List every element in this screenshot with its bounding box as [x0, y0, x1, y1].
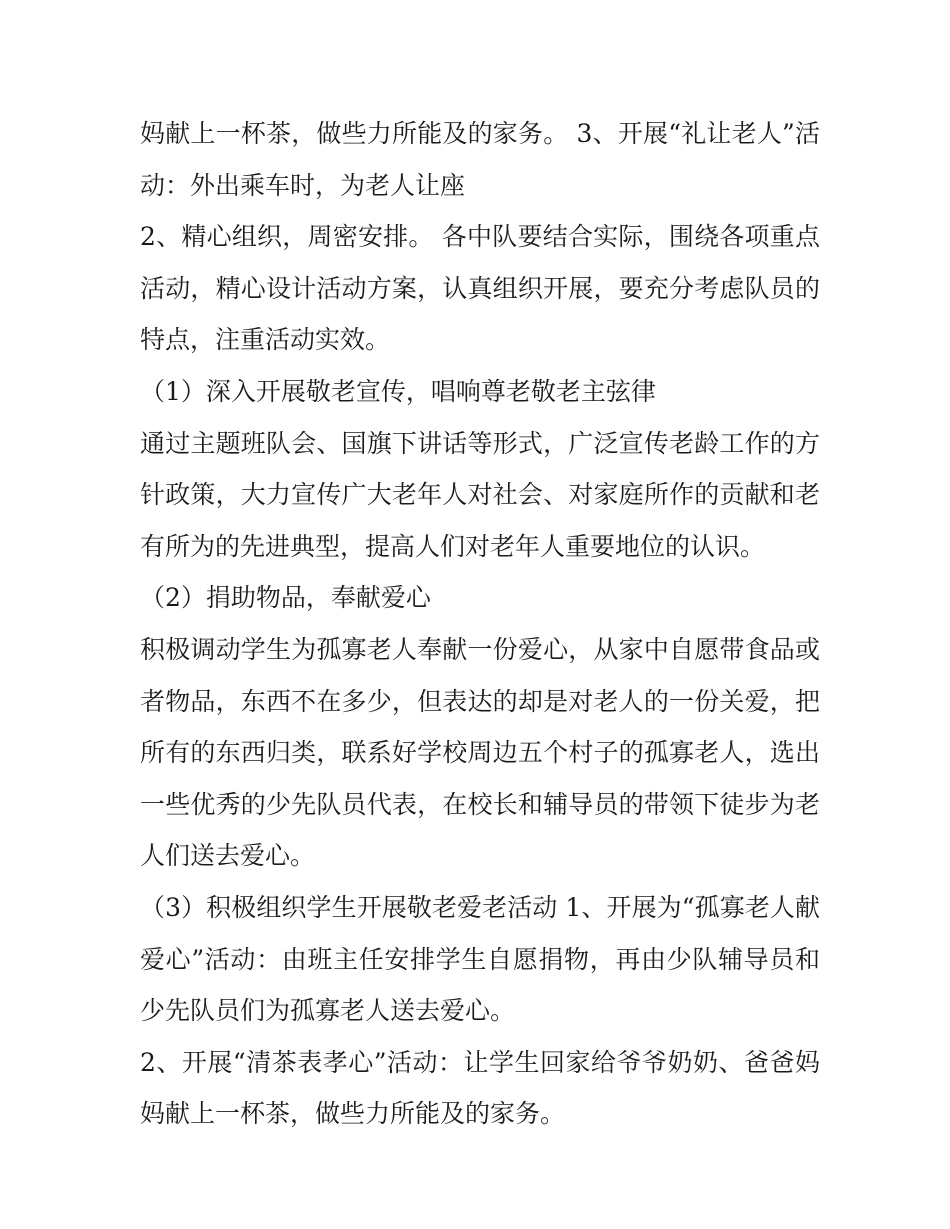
paragraph-organize: 2、精心组织，周密安排。 各中队要结合实际，围绕各项重点活动，精心设计活动方案，认真组织开展，要充分考虑队员的特点，注重活动实效。	[140, 222, 820, 355]
paragraph-continuation: 妈献上一杯茶，做些力所能及的家务。 3、开展“礼让老人”活动：外出乘车时，为老人让座	[140, 119, 820, 200]
heading-donation: （2）捐助物品，奉献爱心	[140, 583, 431, 613]
document-body	[140, 108, 820, 1140]
paragraph-tea: 2、开展“清茶表孝心”活动：让学生回家给爷爷奶奶、爸爸妈妈献上一杯茶，做些力所能及的家务。	[140, 1047, 820, 1129]
heading-publicity: （1）深入开展敬老宣传，唱响尊老敬老主弦律	[140, 376, 656, 406]
paragraph-activities: （3）积极组织学生开展敬老爱老活动 1、开展为“孤寡老人献爱心”活动：由班主任安排学生自愿捐物，再由少队辅导员和少先队员们为孤寡老人送去爱心。	[140, 892, 820, 1026]
paragraph-donation: 积极调动学生为孤寡老人奉献一份爱心，从家中自愿带食品或者物品，东西不在多少，但表达的却是对老人的一份关爱，把所有的东西归类，联系好学校周边五个村子的孤寡老人，选出一些优秀的少先队员代表，在校长和辅导员的带领下徒步为老人们送去爱心。	[140, 634, 820, 871]
paragraph-publicity: 通过主题班队会、国旗下讲话等形式，广泛宣传老龄工作的方针政策，大力宣传广大老年人对社会、对家庭所作的贡献和老有所为的先进典型，提高人们对老年人重要地位的认识。	[140, 428, 820, 561]
